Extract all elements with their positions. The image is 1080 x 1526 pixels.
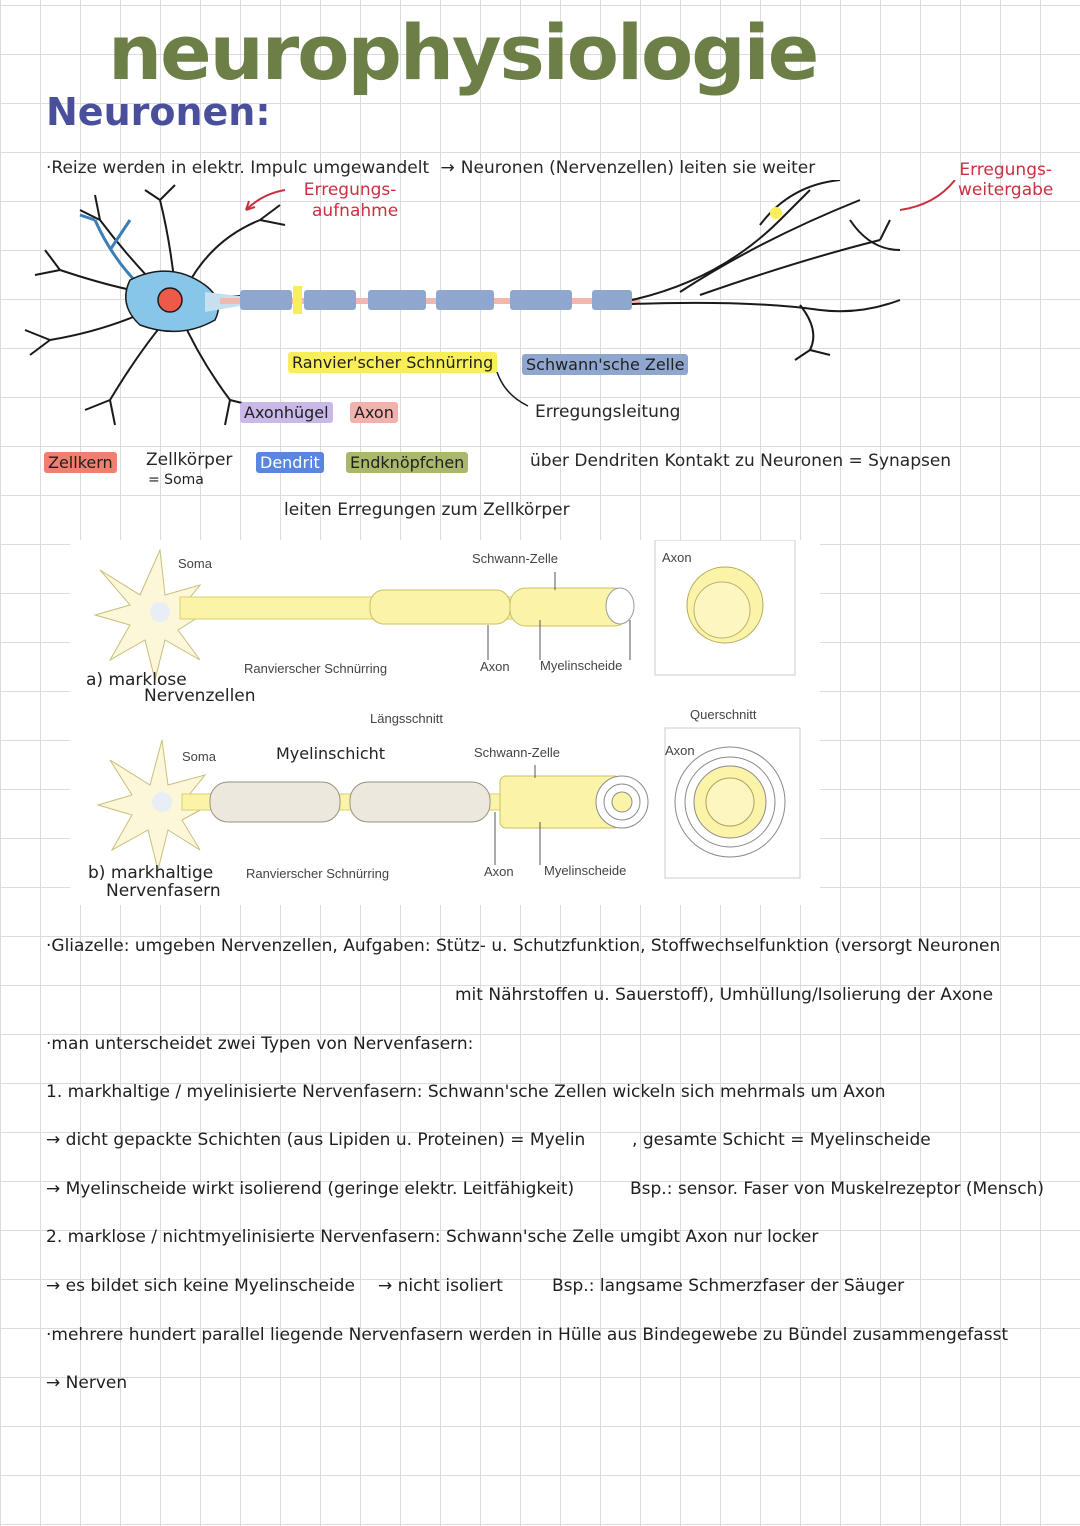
myelin-b-1: [210, 782, 340, 822]
fig-a-caption: [86, 672, 256, 704]
axon-terminal: [632, 180, 900, 360]
fig-b-ranvier: Ranvierscher Schnürring: [246, 866, 390, 881]
arrow-icon: →: [46, 1373, 66, 1393]
myelin-b-2: [350, 782, 490, 822]
note-text: Myelinscheide wirkt isolierend (geringe elektr. Leitfähigkeit): [65, 1179, 575, 1199]
note-typen: [46, 1034, 473, 1054]
note-text: man unterscheidet zwei Typen von Nervenfasern:: [51, 1034, 474, 1054]
note-text: gesamte Schicht = Myelinscheide: [642, 1130, 931, 1150]
label-dendrit-note: leiten Erregungen zum Zellkörper: [284, 500, 570, 520]
note-nicht-isoliert: [378, 1276, 503, 1296]
arrow-erregungsweitergabe: [900, 180, 955, 210]
erregungsweitergabe-line-2: weitergabe: [958, 180, 1054, 200]
fig-b-myelinschicht: Myelinschicht: [276, 744, 386, 763]
intro-arrow-text: Neuronen (Nervenzellen) leiten sie weiter: [460, 158, 816, 178]
erregungsweitergabe-line-1: Erregungs-: [959, 160, 1052, 180]
label-soma: = Soma: [148, 472, 204, 488]
note-isolierend: [46, 1179, 574, 1199]
synapse-highlight: [770, 207, 782, 219]
note-markhaltige: 1. markhaltige / myelinisierte Nervenfasern: Schwann'sche Zellen wickeln sich mehrmals um Axon: [46, 1082, 886, 1102]
label-axon: Axon: [350, 402, 398, 423]
fig-a-ranvier: Ranvierscher Schnürring: [244, 661, 388, 676]
fig-a-axon-q: Axon: [662, 550, 692, 565]
fig-a-schwann: Schwann-Zelle: [472, 551, 558, 566]
erregungsaufnahme-line-2: aufnahme: [312, 201, 399, 221]
arrow-icon: →: [46, 1179, 66, 1199]
fig-querschnitt: Querschnitt: [690, 707, 757, 722]
bullet: ·: [46, 936, 52, 956]
note-text: Gliazelle: umgeben Nervenzellen, Aufgaben: Stütz- u. Schutzfunktion, Stoffwechselfunktion (versorgt Neuronen: [51, 936, 1001, 956]
label-erregungsleitung: Erregungsleitung: [535, 402, 681, 422]
note-myelinscheide: [632, 1130, 931, 1150]
bullet: ·: [46, 1034, 52, 1054]
fig-a-axon: Axon: [480, 659, 510, 674]
fig-b-myelin: Myelinscheide: [544, 863, 627, 878]
bullet: ·: [46, 1325, 52, 1345]
fig-b-axon-q: Axon: [665, 743, 695, 758]
note-buendel: [46, 1325, 1008, 1345]
nerve-fiber-figure: [70, 540, 820, 905]
note-gliazelle-2: mit Nährstoffen u. Sauerstoff), Umhüllung/Isolierung der Axone: [455, 985, 994, 1005]
label-dendrit: Dendrit: [256, 452, 324, 473]
fig-b-caption-2: Nervenfasern: [106, 881, 221, 901]
note-keine-myelinscheide: [46, 1276, 355, 1296]
fig-laengsschnitt: Längsschnitt: [370, 711, 443, 726]
intro-line: [46, 158, 815, 178]
schwann-a-end: [606, 588, 634, 624]
querschnitt-b-core: [706, 778, 754, 826]
section-heading-neuronen: Neuronen:: [46, 90, 271, 134]
label-zellkern: Zellkern: [44, 452, 117, 473]
note-bsp-2: Bsp.: langsame Schmerzfaser der Säuger: [552, 1276, 905, 1296]
label-axonhuegel: Axonhügel: [240, 402, 333, 423]
label-ranvier: Ranvier'scher Schnürring: [288, 352, 497, 373]
ranvier-node-shape: [293, 286, 302, 314]
arrow-icon: →: [440, 158, 455, 178]
label-schwann: Schwann'sche Zelle: [522, 354, 688, 375]
note-text: es bildet sich keine Myelinscheide: [65, 1276, 355, 1296]
querschnitt-a-inner: [694, 582, 750, 638]
fig-b-axon: Axon: [484, 864, 514, 879]
note-text: dicht gepackte Schichten (aus Lipiden u. Proteinen) = Myelin: [65, 1130, 586, 1150]
note-gliazelle-1: [46, 936, 1000, 956]
note-text: mehrere hundert parallel liegende Nervenfasern werden in Hülle aus Bindegewebe zu Bündel zusammengefasst: [51, 1325, 1009, 1345]
fig-a-myelin: Myelinscheide: [540, 658, 623, 673]
note-nerven: [46, 1373, 127, 1393]
nucleus-b: [152, 792, 172, 812]
label-synapsen: über Dendriten Kontakt zu Neuronen = Synapsen: [530, 451, 952, 471]
fig-b-caption: [88, 864, 221, 900]
arrow-icon: →: [46, 1276, 66, 1296]
fig-a-caption-1: a) marklose: [86, 670, 187, 690]
nucleus-a: [150, 602, 170, 622]
fig-b-soma: Soma: [182, 749, 216, 764]
schwann-b-end-3: [612, 792, 632, 812]
bullet: ·: [46, 158, 52, 178]
label-zellkoerper: Zellkörper: [146, 450, 233, 470]
label-endknoepfchen: Endknöpfchen: [346, 452, 468, 473]
fig-b-schwann: Schwann-Zelle: [474, 745, 560, 760]
zellkern-shape: [158, 288, 182, 312]
fig-b-caption-1: b) markhaltige: [88, 863, 214, 883]
arrow-icon: →: [378, 1276, 398, 1296]
arrow-to-erregungsleitung: [497, 372, 528, 406]
intro-text: Reize werden in elektr. Impulc umgewandelt: [51, 158, 430, 178]
separator: ,: [632, 1130, 643, 1150]
note-marklose: 2. marklose / nichtmyelinisierte Nervenfasern: Schwann'sche Zelle umgibt Axon nur locker: [46, 1227, 819, 1247]
note-text: Nerven: [65, 1373, 128, 1393]
erregungsaufnahme-line-1: Erregungs-: [303, 180, 397, 200]
schwann-a-1: [370, 590, 510, 624]
note-myelin: [46, 1130, 585, 1150]
fig-a-soma: Soma: [178, 556, 212, 571]
arrow-icon: →: [46, 1130, 66, 1150]
note-text: nicht isoliert: [397, 1276, 503, 1296]
page-title: neurophysiologie: [108, 8, 818, 97]
note-bsp-1: Bsp.: sensor. Faser von Muskelrezeptor (Mensch): [630, 1179, 1044, 1199]
fig-a-caption-2: Nervenzellen: [144, 686, 256, 706]
